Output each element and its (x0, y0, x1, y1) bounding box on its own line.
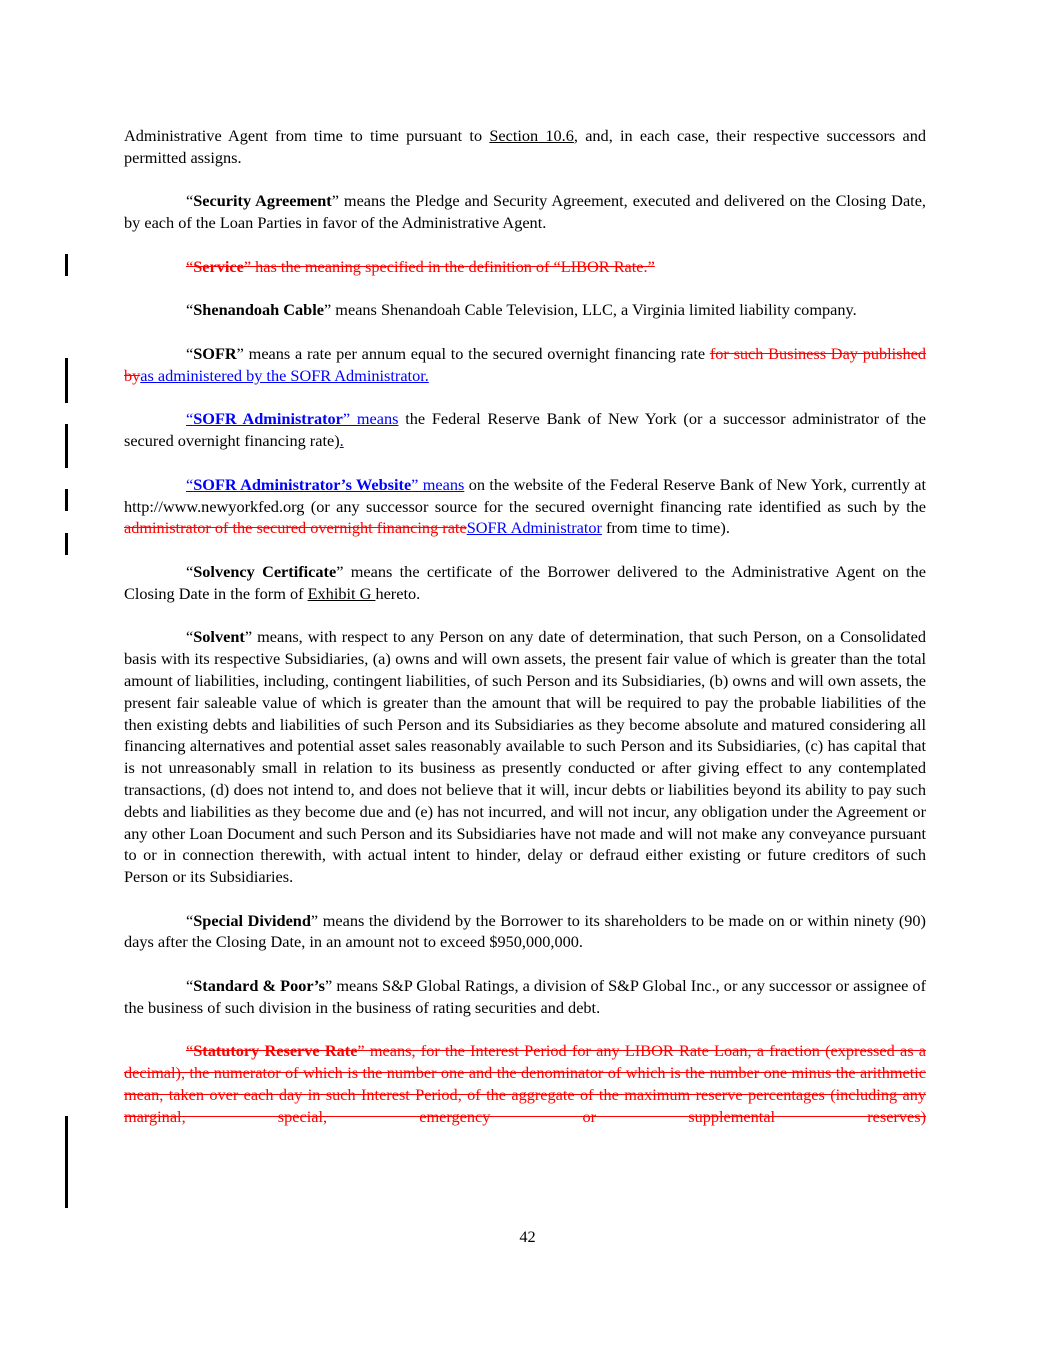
defined-term: SOFR Administrator’s Website (193, 474, 412, 494)
definition-text: means, with respect to any Person on any date of determination, that such Person, on a Consolidated basis with its respective Subsidiaries, (a) owns and will own assets, the present fair value of which is greater than the total amount of liabilities, including, contingent liabilities, of such Person and its Subsidiaries, (b) owns and will own assets, the present fair saleable value of which is greater than the amount that will be required to pay the probable liabilities of the then existing debts and liabilities of such Person and its Subsidiaries as they become absolute and matured considering all financing alternatives and potential asset sales reasonably available to such Person and its Subsidiaries, (c) has capital that is not unreasonably small in relation to its business as presently conducted or after giving effect to any contemplated transactions, (d) does not intend to, and does not believe that it will, incur debts or liabilities beyond its ability to pay such debts and liabilities as they become due and (e) has not incurred, and will not incur, any obligation under the Agreement or any other Loan Document and such Person and its Subsidiaries have not made and will not make any conveyance pursuant to or in connection therewith, with actual intent to hinder, delay or defraud either existing or future creditors of such Person or its Subsidiaries. (124, 627, 926, 887)
exhibit-reference: Exhibit G (307, 583, 376, 603)
definition-solvent: “Solvent” means, with respect to any Person on any date of determination, that such Person, on a Consolidated basis with its respective Subsidiaries, (a) owns and will own assets, the present fair value of which is greater than the total amount of liabilities, including, contingent liabilities, of such Person and its Subsidiaries, (b) owns and will own assets, the present fair saleable value of which is greater than the amount that will be required to pay the probable liabilities of the then existing debts and liabilities of such Person and its Subsidiaries as they become absolute and matured considering all financing alternatives and potential asset sales reasonably available to such Person and its Subsidiaries, (c) has capital that is not unreasonably small in relation to its business as presently conducted or after giving effect to any contemplated transactions, (d) does not intend to, and does not believe that it will, incur debts or liabilities beyond its ability to pay such debts and liabilities as they become due and (e) has not incurred, and will not incur, any obligation under the Agreement or any other Loan Document and such Person and its Subsidiaries have not made and will not make any conveyance pursuant to or in connection therewith, with actual intent to hinder, delay or defraud either existing or future creditors of such Person or its Subsidiaries. (124, 627, 926, 887)
document-page (124, 125, 926, 1149)
inserted-text: . (339, 431, 344, 451)
text: , and, in each case, their respective successors and permitted assigns. (124, 126, 927, 167)
change-bar (65, 1116, 68, 1208)
deleted-text: “Service” has the meaning specified in the definition of “LIBOR Rate.” (186, 256, 655, 276)
definition-text: on the website of the Federal Reserve Bank of New York, currently at http://www.newyorkfed.org (or any successor source for the secured overnight financing rate identified as such by the (124, 474, 926, 516)
definition-solvency-certificate: “Solvency Certificate” means the certificate of the Borrower delivered to the Administrative Agent on the Closing Date in the form of Exhibit G hereto. (124, 561, 926, 603)
definition-text: means the dividend by the Borrower to its shareholders to be made on or within ninety (90) days after the Closing Date, in an amount not to exceed $950,000,000. (124, 910, 926, 952)
change-bar (65, 424, 68, 468)
definition-text: from time to time). (601, 518, 730, 538)
change-bar (65, 254, 68, 276)
defined-term: Service (193, 256, 244, 276)
definition-sofr-administrator-website (124, 474, 926, 539)
defined-term: Solvent (193, 627, 245, 647)
change-bar (65, 489, 68, 511)
deleted-text: “Statutory Reserve Rate” means, for the Interest Period for any LIBOR Rate Loan, a fraction (expressed as a decimal), the numerator of which is the number one and the denominator of which is the number one minus the arithmetic mean, taken over each day in such Interest Period, of the aggregate of the maximum reserve percentages (including any marginal, special, emergency or supplemental reserves) (124, 1041, 926, 1126)
defined-term: SOFR Administrator (193, 409, 343, 429)
change-bar (65, 358, 68, 403)
definition-text: means the certificate of the Borrower delivered to the Administrative Agent on the Closing Date in the form of (124, 561, 926, 603)
section-reference: Section 10.6 (489, 126, 574, 145)
inserted-text: SOFR Administrator (466, 518, 602, 538)
definition-text: the Federal Reserve Bank of New York (or a successor administrator of the secured overnight financing rate) (124, 409, 926, 451)
text: Administrative Agent from time to time pursuant to (124, 126, 490, 145)
definition-statutory-reserve-rate-deleted (124, 1040, 926, 1127)
defined-term: Standard & Poor’s (193, 976, 326, 996)
deleted-text: administrator of the secured overnight financing rate (124, 518, 467, 538)
defined-term: Special Dividend (193, 910, 311, 930)
definition-shenandoah-cable: “Shenandoah Cable” means Shenandoah Cable Television, LLC, a Virginia limited liability company. (186, 300, 857, 320)
definition-service-deleted (124, 256, 926, 278)
inserted-text: “SOFR Administrator’s Website” means (186, 474, 465, 494)
definition-continuation (124, 125, 926, 169)
definition-text: hereto. (375, 583, 421, 603)
definition-text: means the Pledge and Security Agreement, executed and delivered on the Closing Date, by each of the Loan Parties in favor of the Administrative Agent. (124, 191, 926, 233)
definition-standard-and-poors: “Standard & Poor’s” means S&P Global Ratings, a division of S&P Global Inc., or any successor or assignee of the business of such division in the business of rating securities and debt. (124, 976, 926, 1017)
deleted-text: for such Business Day published by (124, 343, 927, 385)
defined-term: SOFR (193, 343, 237, 363)
definition-text: means a rate per annum equal to the secured overnight financing rate (243, 343, 710, 363)
definition-text: means Shenandoah Cable Television, LLC, a Virginia limited liability company. (331, 300, 857, 320)
defined-term: Security Agreement (193, 191, 332, 211)
inserted-text: as administered by the SOFR Administrator. (140, 365, 429, 385)
definition-sofr: “SOFR” means a rate per annum equal to the secured overnight financing rate for such Business Day published byas administered by the SOFR Administrator. (124, 343, 927, 385)
defined-term: Shenandoah Cable (193, 300, 324, 320)
defined-term: Solvency Certificate (193, 561, 337, 581)
change-bar (65, 533, 68, 555)
definition-security-agreement: “Security Agreement” means the Pledge and Security Agreement, executed and delivered on the Closing Date, by each of the Loan Parties in favor of the Administrative Agent. (124, 191, 926, 233)
page-number: 42 (519, 1227, 536, 1246)
inserted-text: “SOFR Administrator” means (186, 409, 399, 429)
definition-special-dividend: “Special Dividend” means the dividend by the Borrower to its shareholders to be made on or within ninety (90) days after the Closing Date, in an amount not to exceed $950,000,000. (124, 910, 926, 952)
defined-term: Statutory Reserve Rate (193, 1041, 358, 1061)
definition-text: means S&P Global Ratings, a division of S&P Global Inc., or any successor or assignee of the business of such division in the business of rating securities and debt. (124, 976, 926, 1017)
definition-sofr-administrator (124, 408, 926, 452)
